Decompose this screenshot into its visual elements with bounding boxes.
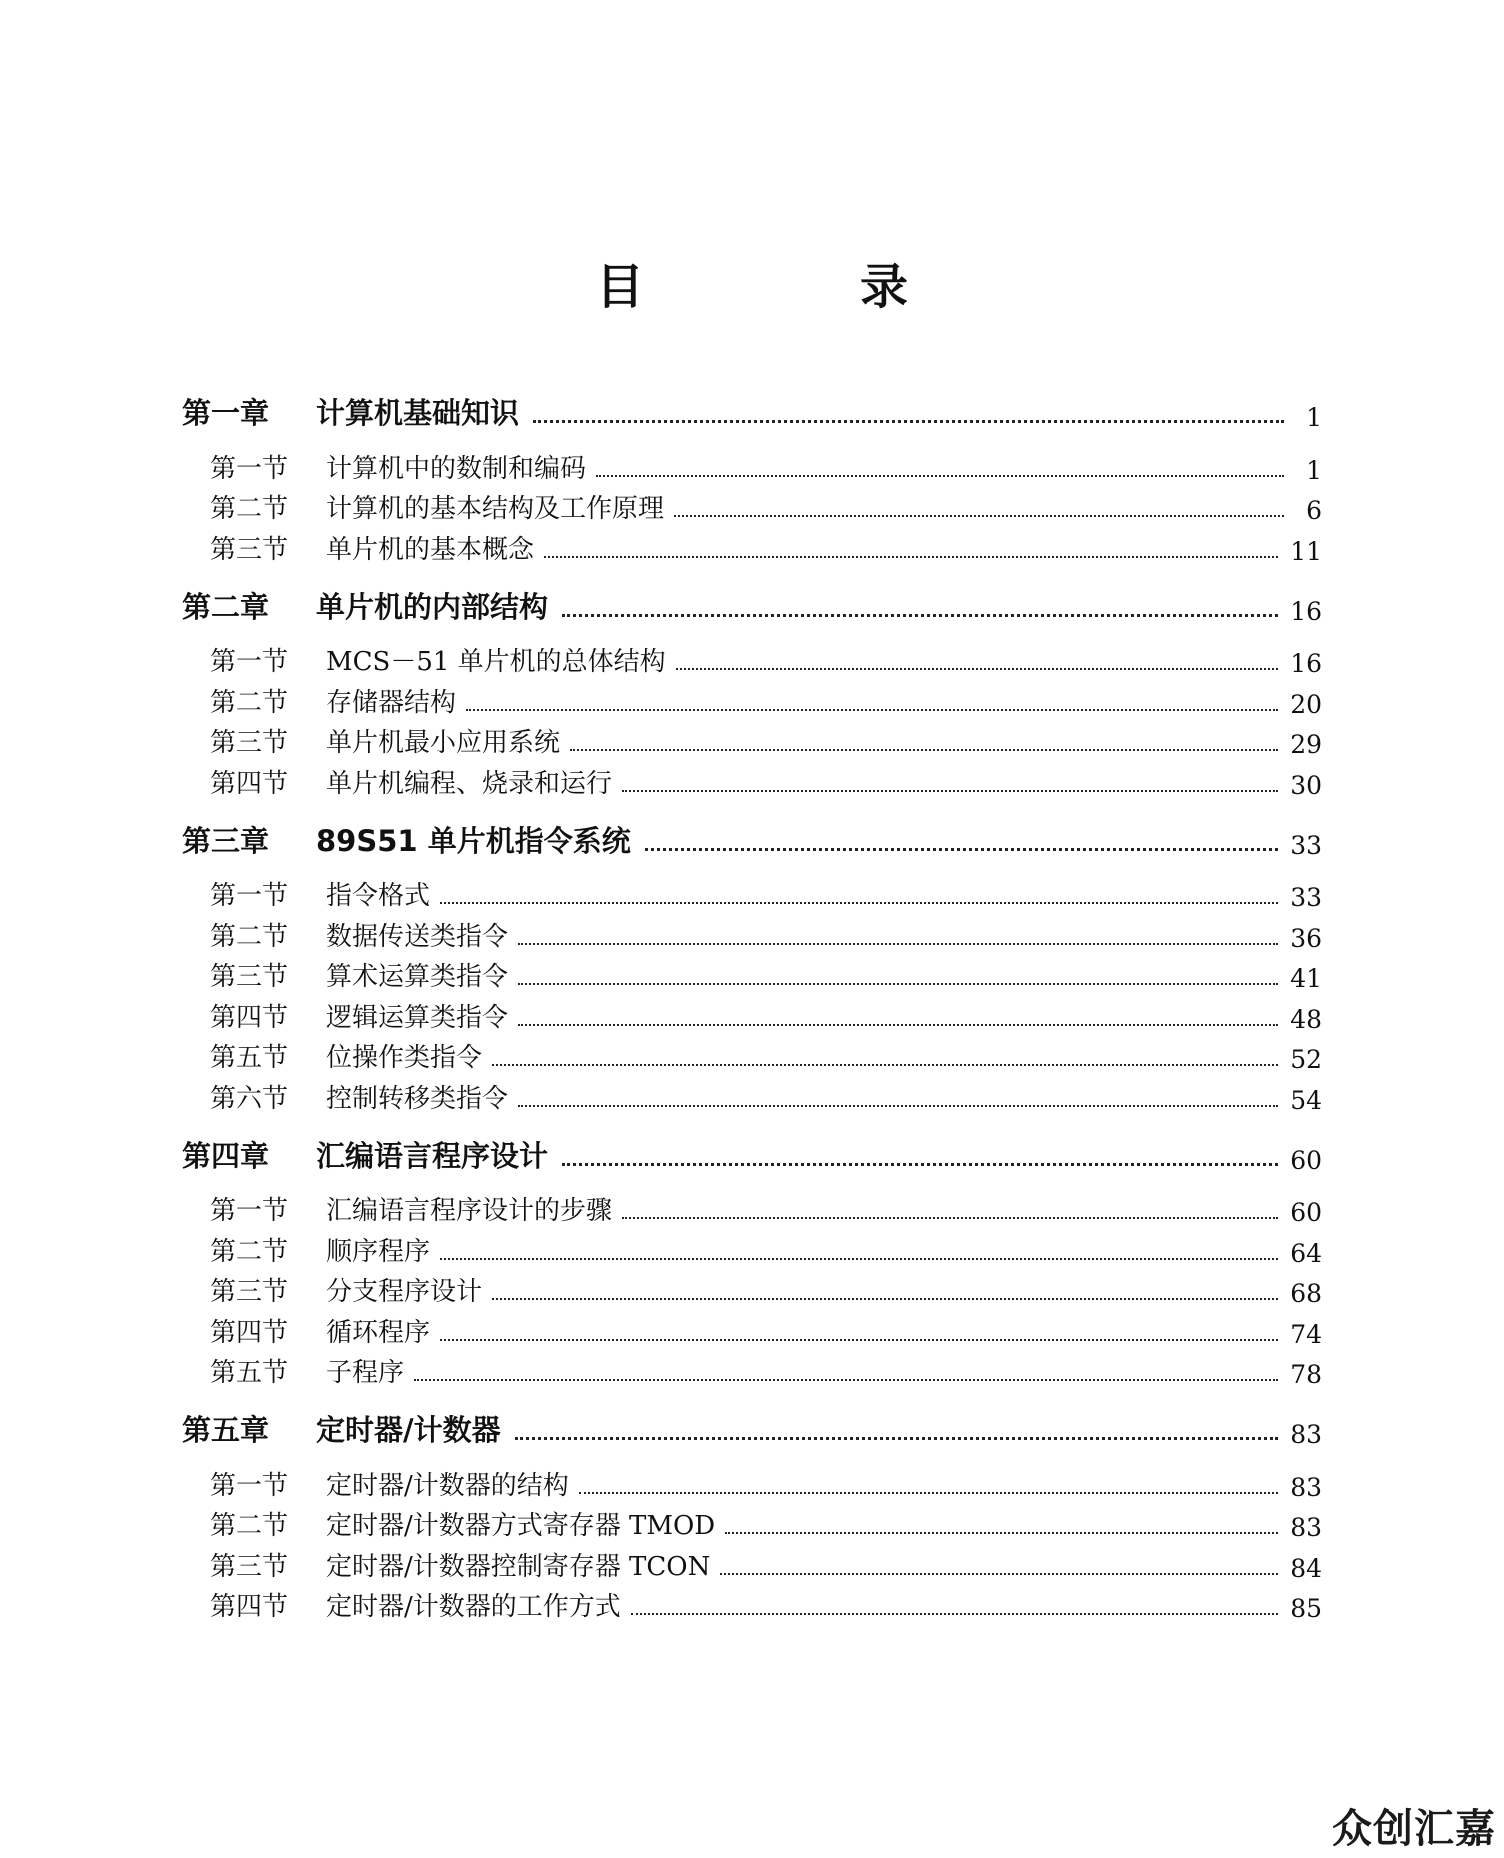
section-number: 第三节 xyxy=(210,534,289,565)
section-title: 单片机的基本概念 xyxy=(326,534,535,565)
dot-leader xyxy=(414,1379,1278,1381)
chapter-4 xyxy=(182,1129,1322,1390)
chapter-number: 第三章 xyxy=(182,823,270,858)
section-title: 汇编语言程序设计的步骤 xyxy=(326,1196,613,1226)
page-number: 64 xyxy=(1290,1238,1322,1268)
page-number: 41 xyxy=(1290,964,1322,993)
section-title: 指令格式 xyxy=(326,881,431,911)
section-title: 定时器/计数器控制寄存器 TCON xyxy=(326,1551,711,1582)
page-number: 84 xyxy=(1290,1553,1322,1583)
chapter-title: 定时器/计数器 xyxy=(316,1413,501,1447)
dot-leader xyxy=(720,1573,1278,1575)
watermark-logo: 众创汇嘉 xyxy=(1332,1806,1496,1852)
section-number: 第三节 xyxy=(210,728,289,758)
section-entry[interactable] xyxy=(182,525,1322,566)
section-title: 计算机中的数制和编码 xyxy=(326,453,587,484)
dot-leader xyxy=(674,515,1284,517)
section-entry[interactable] xyxy=(182,912,1322,953)
section-title: 存储器结构 xyxy=(326,687,457,718)
dot-leader xyxy=(492,1298,1278,1300)
page-number: 16 xyxy=(1290,649,1322,678)
dot-leader xyxy=(518,983,1278,985)
section-title: 循环程序 xyxy=(326,1317,431,1348)
dot-leader xyxy=(725,1532,1278,1534)
section-number: 第二节 xyxy=(210,494,289,524)
dot-leader xyxy=(440,1258,1278,1260)
page-number: 60 xyxy=(1290,1198,1322,1227)
dot-leader xyxy=(544,556,1278,558)
section-entry[interactable] xyxy=(182,1461,1322,1502)
section-title: 子程序 xyxy=(326,1358,405,1388)
section-number: 第四节 xyxy=(210,1592,289,1622)
page-number: 85 xyxy=(1290,1594,1322,1623)
section-list xyxy=(182,1187,1322,1390)
dot-leader xyxy=(596,475,1284,477)
section-number: 第三节 xyxy=(210,962,289,992)
chapter-title: 单片机的内部结构 xyxy=(316,589,549,624)
section-title: 定时器/计数器的结构 xyxy=(326,1470,569,1501)
section-entry[interactable] xyxy=(182,759,1322,800)
page-number: 11 xyxy=(1290,536,1322,566)
page-number: 30 xyxy=(1290,770,1322,800)
section-entry[interactable] xyxy=(182,678,1322,719)
page-number: 74 xyxy=(1290,1319,1322,1349)
page-number: 60 xyxy=(1290,1145,1322,1175)
page-number: 83 xyxy=(1290,1513,1322,1542)
page-number: 48 xyxy=(1290,1004,1322,1034)
section-number: 第二节 xyxy=(210,1511,289,1541)
page-number: 54 xyxy=(1290,1085,1322,1115)
section-list xyxy=(182,444,1322,566)
section-number: 第一节 xyxy=(210,647,289,677)
chapter-title: 计算机基础知识 xyxy=(316,396,520,430)
section-number: 第四节 xyxy=(210,1317,289,1348)
section-title: 定时器/计数器方式寄存器 TMOD xyxy=(326,1511,716,1541)
chapter-3 xyxy=(182,814,1322,1115)
table-of-contents xyxy=(182,386,1322,1637)
section-entry[interactable] xyxy=(182,1227,1322,1268)
section-entry[interactable] xyxy=(182,719,1322,760)
dot-leader xyxy=(570,749,1278,751)
section-list xyxy=(182,638,1322,800)
section-number: 第一节 xyxy=(210,453,289,484)
dot-leader xyxy=(533,420,1284,423)
section-number: 第二节 xyxy=(210,687,289,718)
dot-leader xyxy=(466,709,1278,711)
section-entry[interactable] xyxy=(182,872,1322,913)
section-title: 算术运算类指令 xyxy=(326,962,509,992)
section-entry[interactable] xyxy=(182,1034,1322,1075)
chapter-5 xyxy=(182,1403,1322,1623)
dot-leader xyxy=(562,1163,1278,1166)
dot-leader xyxy=(492,1064,1278,1066)
section-entry[interactable] xyxy=(182,953,1322,994)
dot-leader xyxy=(645,848,1278,851)
section-entry[interactable] xyxy=(182,1074,1322,1115)
page-number: 52 xyxy=(1290,1045,1322,1074)
dot-leader xyxy=(518,1105,1278,1107)
section-number: 第五节 xyxy=(210,1043,289,1073)
page-title: 目 录 xyxy=(595,259,992,315)
page-number: 1 xyxy=(1306,455,1322,485)
chapter-entry[interactable] xyxy=(182,1129,1322,1175)
section-title: 单片机最小应用系统 xyxy=(326,728,561,758)
chapter-1 xyxy=(182,386,1322,566)
page-number: 20 xyxy=(1290,689,1322,719)
section-number: 第一节 xyxy=(210,881,289,911)
section-entry[interactable] xyxy=(182,444,1322,485)
dot-leader xyxy=(440,902,1278,904)
dot-leader xyxy=(518,943,1278,945)
dot-leader xyxy=(676,668,1279,670)
page-number: 78 xyxy=(1290,1360,1322,1389)
section-number: 第四节 xyxy=(210,768,289,799)
section-title: 计算机的基本结构及工作原理 xyxy=(326,494,665,524)
section-entry[interactable] xyxy=(182,1349,1322,1390)
section-title: 定时器/计数器的工作方式 xyxy=(326,1592,621,1622)
section-title: 位操作类指令 xyxy=(326,1043,483,1073)
chapter-number: 第四章 xyxy=(182,1138,270,1173)
dot-leader xyxy=(515,1437,1279,1440)
chapter-entry[interactable] xyxy=(182,580,1322,626)
section-number: 第三节 xyxy=(210,1277,289,1307)
section-number: 第五节 xyxy=(210,1358,289,1388)
section-entry[interactable] xyxy=(182,485,1322,526)
section-entry[interactable] xyxy=(182,1542,1322,1583)
dot-leader xyxy=(579,1492,1278,1494)
section-entry[interactable] xyxy=(182,993,1322,1034)
section-entry[interactable] xyxy=(182,1187,1322,1228)
page-number: 6 xyxy=(1306,496,1322,525)
page-number: 16 xyxy=(1290,596,1322,626)
section-list xyxy=(182,1461,1322,1623)
chapter-number: 第五章 xyxy=(182,1413,270,1447)
section-title: 单片机编程、烧录和运行 xyxy=(326,768,613,799)
chapter-title: 89S51 单片机指令系统 xyxy=(316,823,631,858)
section-entry[interactable] xyxy=(182,1583,1322,1624)
dot-leader xyxy=(562,614,1278,617)
section-title: 顺序程序 xyxy=(326,1236,431,1267)
page-number: 68 xyxy=(1290,1279,1322,1308)
chapter-title: 汇编语言程序设计 xyxy=(316,1138,549,1173)
section-number: 第二节 xyxy=(210,921,289,952)
section-entry[interactable] xyxy=(182,1308,1322,1349)
dot-leader xyxy=(631,1613,1278,1615)
section-number: 第三节 xyxy=(210,1551,289,1582)
page-number: 83 xyxy=(1290,1472,1322,1502)
page-number: 33 xyxy=(1290,883,1322,912)
section-number: 第一节 xyxy=(210,1196,289,1226)
section-title: 数据传送类指令 xyxy=(326,921,509,952)
section-entry[interactable] xyxy=(182,1268,1322,1309)
chapter-number: 第一章 xyxy=(182,396,270,430)
chapter-entry[interactable] xyxy=(182,386,1322,432)
section-title: MCS－51 单片机的总体结构 xyxy=(326,647,666,677)
dot-leader xyxy=(622,790,1278,792)
dot-leader xyxy=(518,1024,1278,1026)
section-number: 第六节 xyxy=(210,1083,289,1114)
dot-leader xyxy=(440,1339,1278,1341)
page-number: 1 xyxy=(1306,403,1322,432)
chapter-entry[interactable] xyxy=(182,814,1322,860)
page-number: 33 xyxy=(1290,830,1322,860)
section-number: 第二节 xyxy=(210,1236,289,1267)
page-number: 83 xyxy=(1290,1420,1322,1449)
chapter-2 xyxy=(182,580,1322,800)
section-number: 第一节 xyxy=(210,1470,289,1501)
chapter-entry[interactable] xyxy=(182,1403,1322,1449)
section-list xyxy=(182,872,1322,1115)
dot-leader xyxy=(622,1217,1278,1219)
section-entry[interactable] xyxy=(182,638,1322,679)
page-number: 36 xyxy=(1290,923,1322,953)
page-number: 29 xyxy=(1290,730,1322,759)
section-title: 控制转移类指令 xyxy=(326,1083,509,1114)
section-entry[interactable] xyxy=(182,1502,1322,1543)
section-number: 第四节 xyxy=(210,1002,289,1033)
section-title: 分支程序设计 xyxy=(326,1277,483,1307)
section-title: 逻辑运算类指令 xyxy=(326,1002,509,1033)
chapter-number: 第二章 xyxy=(182,589,270,624)
